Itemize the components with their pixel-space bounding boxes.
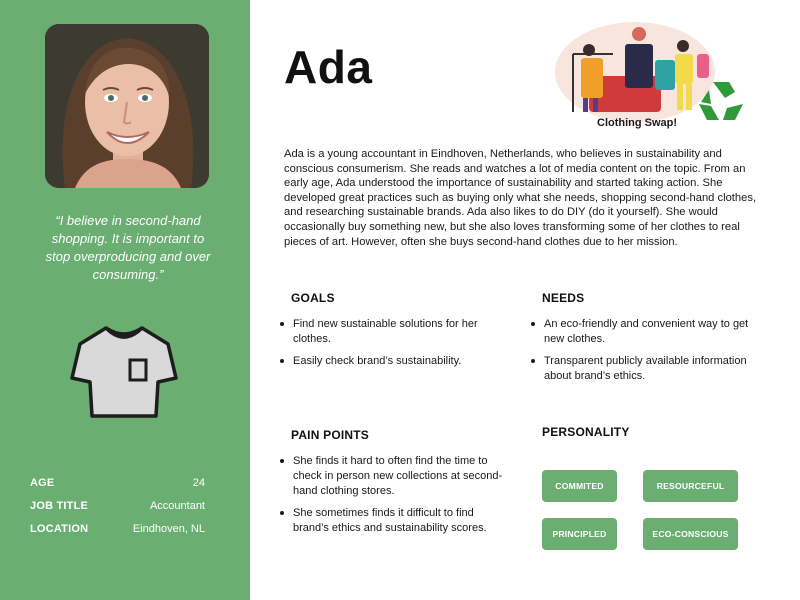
fact-value: Eindhoven, NL bbox=[132, 522, 205, 535]
list-item: Find new sustainable solutions for her clothes. bbox=[280, 317, 505, 347]
fact-label: AGE bbox=[30, 476, 55, 489]
needs-list bbox=[531, 317, 761, 391]
list-item: Easily check brand’s sustainability. bbox=[280, 354, 505, 369]
fact-age bbox=[30, 471, 205, 494]
fact-job-title bbox=[30, 494, 205, 517]
list-item: She finds it hard to often find the time to check in person new collections at second-hand clothing stores. bbox=[280, 454, 505, 499]
list-item: Transparent publicly available information about brand’s ethics. bbox=[531, 354, 761, 384]
trait-badge-commited: COMMITED bbox=[542, 470, 617, 502]
avatar bbox=[45, 24, 209, 188]
goals-list bbox=[280, 317, 505, 376]
goals-title: GOALS bbox=[291, 291, 335, 305]
t-shirt-icon bbox=[68, 322, 180, 422]
list-item: She sometimes finds it difficult to find brand’s ethics and sustainability scores. bbox=[280, 506, 505, 536]
trait-badge-resourceful: RESOURCEFUL bbox=[643, 470, 738, 502]
list-item: An eco-friendly and convenient way to get new clothes. bbox=[531, 317, 761, 347]
persona-sidebar bbox=[0, 0, 250, 600]
persona-quote: “I believe in second-hand shopping. It is important to stop overproducing and over consuming.” bbox=[45, 213, 211, 282]
fact-label: LOCATION bbox=[30, 522, 89, 535]
pain-points-list bbox=[280, 454, 505, 543]
fact-location bbox=[30, 517, 205, 540]
avatar-photo bbox=[45, 24, 209, 188]
clothing-swap-illustration bbox=[553, 14, 753, 134]
fact-label: JOB TITLE bbox=[30, 499, 89, 512]
persona-name: Ada bbox=[284, 41, 373, 93]
needs-title: NEEDS bbox=[542, 291, 585, 305]
personality-title: PERSONALITY bbox=[542, 425, 630, 439]
trait-badge-eco-conscious: ECO-CONSCIOUS bbox=[643, 518, 738, 550]
pain-points-title: PAIN POINTS bbox=[291, 428, 369, 442]
persona-facts bbox=[30, 471, 205, 540]
trait-badge-principled: PRINCIPLED bbox=[542, 518, 617, 550]
fact-value: Accountant bbox=[149, 499, 205, 512]
fact-value: 24 bbox=[192, 476, 205, 489]
persona-bio: Ada is a young accountant in Eindhoven, Netherlands, who believes in sustainability and conscious consumerism. She reads and watches a lot of media content on the topic. From an early age, Ada understood the importance of sustainability and started taking action. She developed great practices such as buying only what she needs, shopping second-hand clothes, and researching sustainable brands. Ada also likes to do DIY (do it yourself). She would occasionally buy something new, but she also loves transforming some of her clothes to real pieces of art. However, often she buys second-hand clothes due to her mission. bbox=[284, 148, 757, 248]
illustration-caption: Clothing Swap! bbox=[597, 117, 678, 129]
